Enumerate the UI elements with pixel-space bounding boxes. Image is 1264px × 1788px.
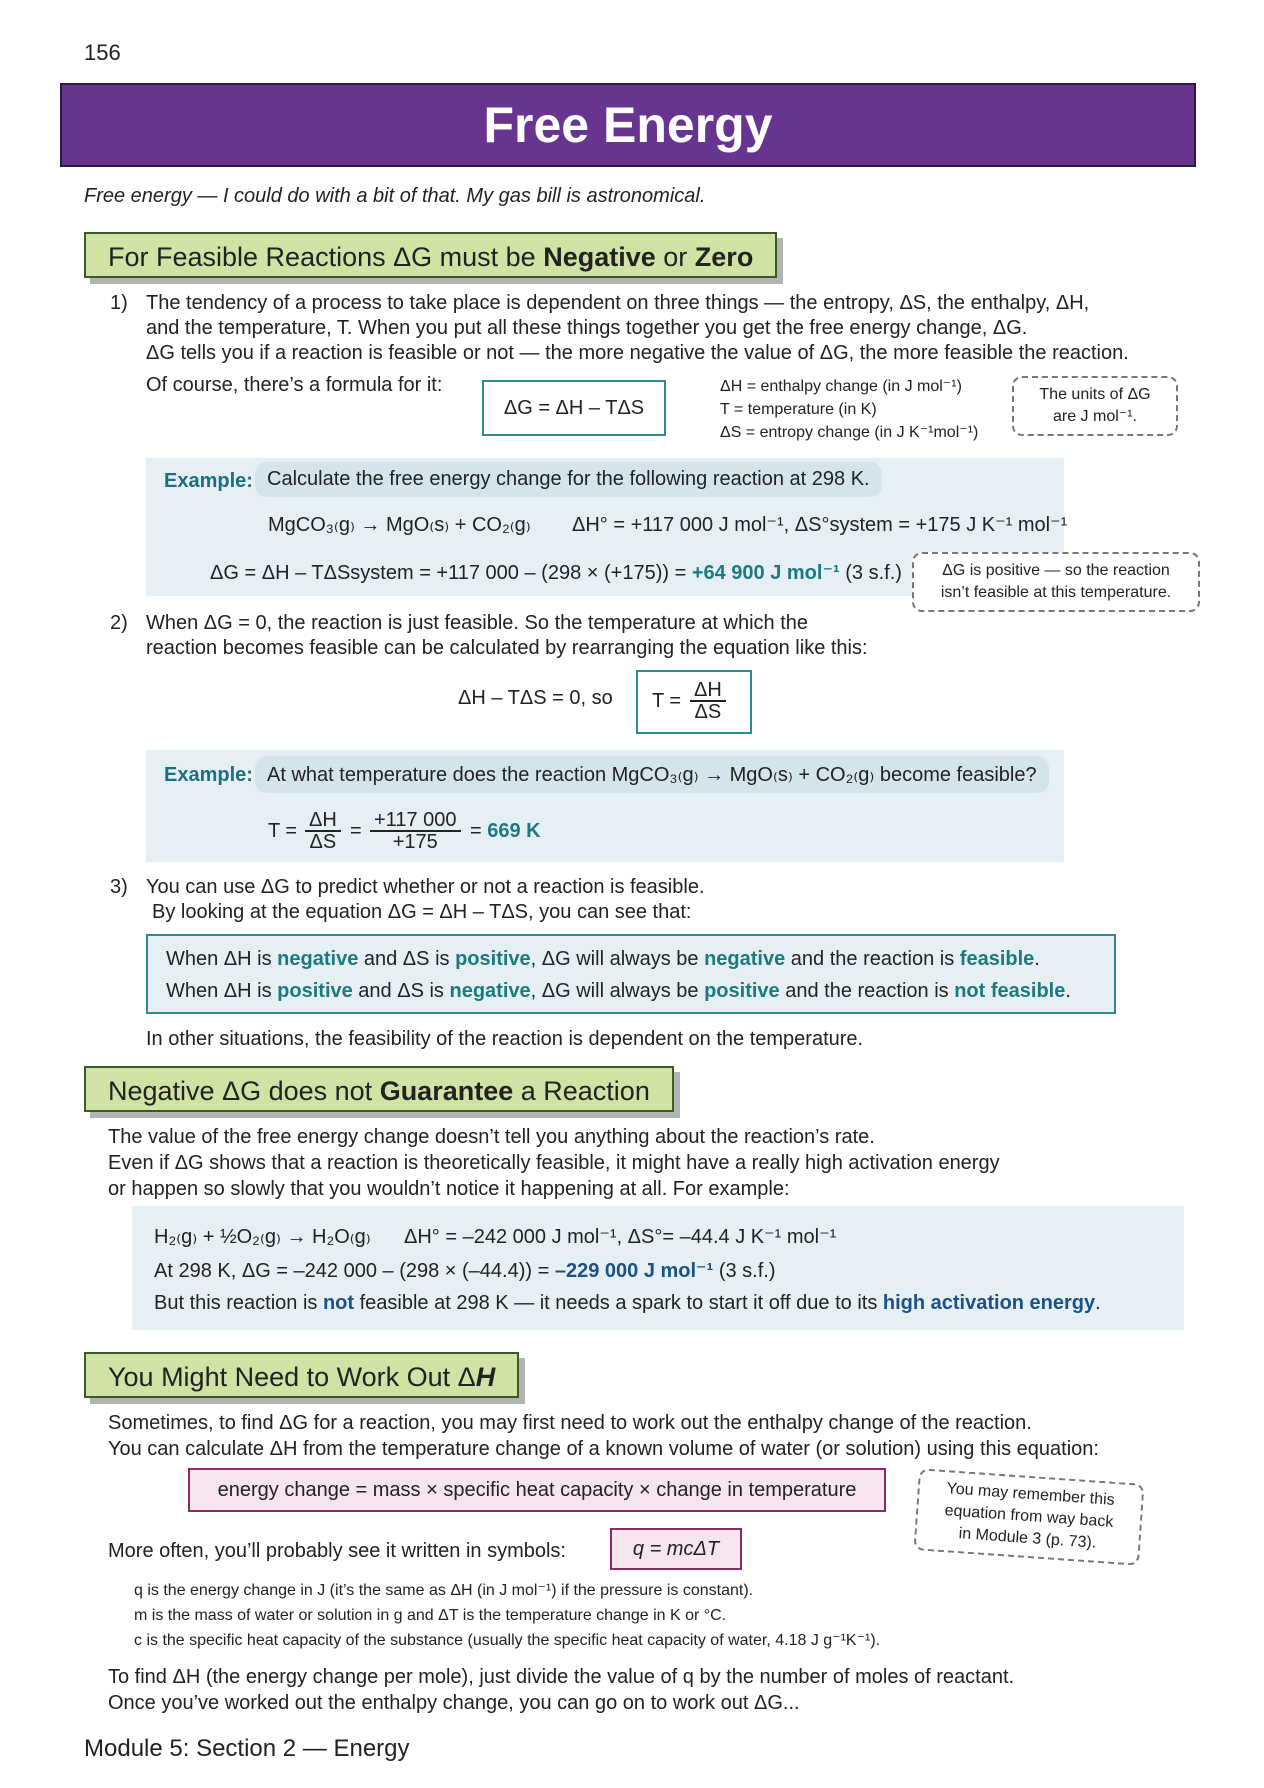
para2-line1: When ΔG = 0, the reaction is just feasible. So the temperature at which the (146, 612, 809, 634)
note-units: The units of ΔG are J mol⁻¹. (1012, 376, 1178, 436)
feasibility-rules-box (146, 934, 1116, 1014)
example-equation-1: MgCO₃₍g₎ → MgO₍s₎ + CO₂₍g₎ (268, 514, 531, 536)
def-q: q is the energy change in J (it’s the same as ΔH (in J mol⁻¹) if the pressure is constant). (134, 1582, 754, 1599)
item-number-2: 2) (110, 612, 128, 634)
para2-line2: reaction becomes feasible can be calculated by rearranging the equation like this: (146, 637, 868, 659)
hydrogen-equation: H₂₍g₎ + ½O₂₍g₎ → H₂O₍g₎ (154, 1226, 371, 1248)
section-heading-guarantee: Negative ΔG does not Guarantee a Reaction (84, 1066, 674, 1112)
example-answer-2: = 669 K (470, 820, 541, 842)
item-number-3: 3) (110, 876, 128, 898)
s2-line3: or happen so slowly that you wouldn’t notice it happening at all. For example: (108, 1178, 790, 1200)
hydrogen-conclusion: But this reaction is not feasible at 298 K — it needs a spark to start it off due to its high activation energy. (154, 1292, 1101, 1314)
def-m: m is the mass of water or solution in g and ΔT is the temperature change in K or °C. (134, 1607, 727, 1624)
note-module3: You may remember this equation from way back in Module 3 (p. 73). (913, 1468, 1144, 1566)
para1-line2: and the temperature, T. When you put all these things together you get the free energy change, ΔG. (146, 317, 1028, 339)
para1-line4: Of course, there’s a formula for it: (146, 374, 443, 396)
def-entropy: ΔS = entropy change (in J K⁻¹mol⁻¹) (720, 424, 979, 441)
temperature-formula: T = $\frac{\Delta H}{\Delta S}$ (636, 670, 752, 734)
example-label-2: Example: (164, 764, 253, 786)
s2-line1: The value of the free energy change doesn’t tell you anything about the reaction’s rate. (108, 1126, 875, 1148)
energy-change-equation: energy change = mass × specific heat capacity × change in temperature (188, 1468, 886, 1512)
example-fraction-symbolic: $\frac{\Delta H}{\Delta S}$ (305, 810, 341, 852)
page-title: Free Energy (60, 83, 1196, 167)
example-fraction-values: $\frac{+117 000}{+175}$ (370, 810, 461, 852)
rearranged-equation: ΔH – TΔS = 0, so (458, 687, 613, 709)
def-enthalpy: ΔH = enthalpy change (in J mol⁻¹) (720, 378, 962, 395)
item-number-1: 1) (110, 292, 128, 314)
free-energy-formula: ΔG = ΔH – TΔS (482, 380, 666, 436)
example-question-1: Calculate the free energy change for the following reaction at 298 K. (255, 462, 882, 497)
s3-final-line2: Once you’ve worked out the enthalpy change, you can go on to work out ΔG... (108, 1692, 800, 1714)
example-eq-sign-1: = (350, 820, 362, 842)
page-number: 156 (84, 40, 121, 65)
section-heading-feasible: For Feasible Reactions ΔG must be Negative or Zero (84, 232, 777, 278)
symbols-text: More often, you’ll probably see it written in symbols: (108, 1540, 566, 1562)
para3-line3: In other situations, the feasibility of the reaction is dependent on the temperature. (146, 1028, 864, 1050)
para3-line1: You can use ΔG to predict whether or not a reaction is feasible. (146, 876, 705, 898)
para1-line3: ΔG tells you if a reaction is feasible or not — the more negative the value of ΔG, the more feasible the reaction. (146, 342, 1129, 364)
example-question-2: At what temperature does the reaction MgCO₃₍g₎ → MgO₍s₎ + CO₂₍g₎ become feasible? (255, 756, 1049, 793)
s3-final-line1: To find ΔH (the energy change per mole), just divide the value of q by the number of moles of reactant. (108, 1666, 1015, 1688)
s3-line2: You can calculate ΔH from the temperature change of a known volume of water (or solution) using this equation: (108, 1438, 1099, 1460)
para3-line2: By looking at the equation ΔG = ΔH – TΔS, you can see that: (152, 901, 692, 923)
s2-line2: Even if ΔG shows that a reaction is theoretically feasible, it might have a really high activation energy (108, 1152, 1000, 1174)
section-heading-enthalpy: You Might Need to Work Out ΔH (84, 1352, 519, 1398)
example-calc-1: ΔG = ΔH – TΔSsystem = +117 000 – (298 × (+175)) = +64 900 J mol⁻¹ (3 s.f.) (210, 562, 902, 584)
example-data-1: ΔH° = +117 000 J mol⁻¹, ΔS°system = +175 J K⁻¹ mol⁻¹ (572, 514, 1068, 536)
footer-module: Module 5: Section 2 — Energy (84, 1735, 410, 1762)
note-positive: ΔG is positive — so the reaction isn’t feasible at this temperature. (912, 552, 1200, 612)
s3-line1: Sometimes, to find ΔG for a reaction, you may first need to work out the enthalpy change of the reaction. (108, 1412, 1032, 1434)
rule-feasible: When ΔH is negative and ΔS is positive, ΔG will always be negative and the reaction is feasible. (166, 948, 1040, 970)
intro-text: Free energy — I could do with a bit of that. My gas bill is astronomical. (84, 185, 706, 207)
rule-not-feasible: When ΔH is positive and ΔS is negative, ΔG will always be positive and the reaction is not feasible. (166, 980, 1071, 1002)
example-label-1: Example: (164, 470, 253, 492)
hydrogen-calc: At 298 K, ΔG = –242 000 – (298 × (–44.4)) = –229 000 J mol⁻¹ (3 s.f.) (154, 1260, 776, 1282)
def-temperature: T = temperature (in K) (720, 401, 877, 418)
example-t-2: T = (268, 820, 298, 842)
def-c: c is the specific heat capacity of the substance (usually the specific heat capacity of water, 4.18 J g⁻¹K⁻¹). (134, 1632, 881, 1649)
hydrogen-data: ΔH° = –242 000 J mol⁻¹, ΔS°= –44.4 J K⁻¹ mol⁻¹ (404, 1226, 837, 1248)
q-mc-delta-t-equation: q = mcΔT (610, 1528, 742, 1570)
para1-line1: The tendency of a process to take place is dependent on three things — the entropy, ΔS, the enthalpy, ΔH, (146, 292, 1090, 314)
